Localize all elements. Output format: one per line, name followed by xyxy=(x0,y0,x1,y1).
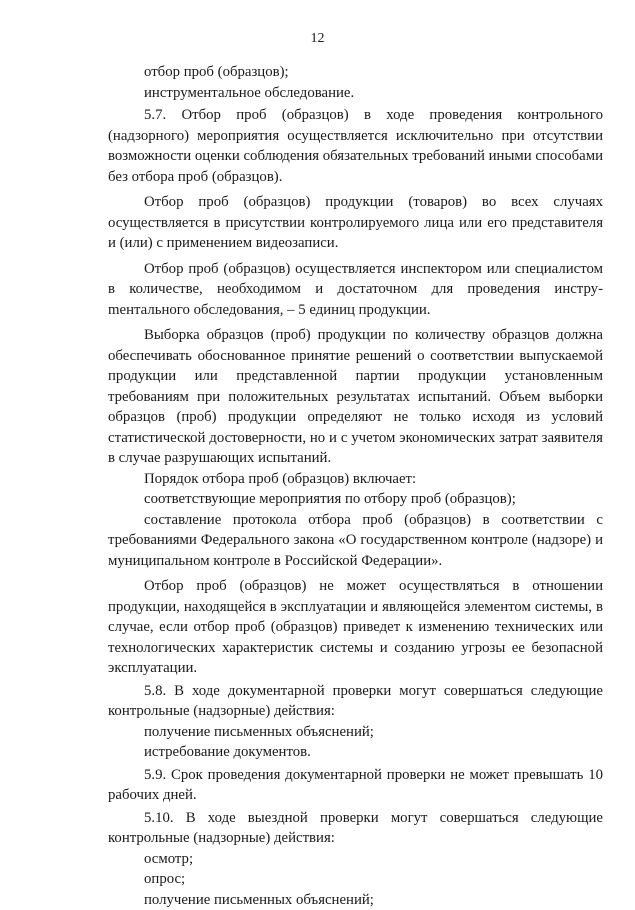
document-body xyxy=(108,62,603,910)
sampling-procedure-heading: Порядок отбора проб (образцов) включает: xyxy=(108,469,603,490)
page-number: 12 xyxy=(0,30,635,48)
list-item-interview: опрос; xyxy=(108,869,603,890)
sampling-presence-paragraph: Отбор проб (образцов) продукции (товаров) во всех случаях осуществляется в присутствии контролируемого лица или его представителя и (или) с применением видеозаписи. xyxy=(108,192,603,254)
list-item-instrumental-inspection: инструментальное обследование. xyxy=(108,83,603,104)
section-5-10-paragraph: 5.10. В ходе выездной проверки могут совершаться следующие контрольные (надзорные) действия: xyxy=(108,808,603,849)
list-item-written-explanations: получение письменных объяснений; xyxy=(108,722,603,743)
section-5-8-paragraph: 5.8. В ходе документарной проверки могут совершаться следующие контрольные (надзорные) действия: xyxy=(108,681,603,722)
section-5-9-paragraph: 5.9. Срок проведения документарной проверки не может превышать 10 рабочих дней. xyxy=(108,765,603,806)
list-item-examination: осмотр; xyxy=(108,849,603,870)
list-item-sampling: отбор проб (образцов); xyxy=(108,62,603,83)
list-item-written-explanations-onsite: получение письменных объяснений; xyxy=(108,890,603,910)
list-item-sampling-protocol: составление протокола отбора проб (образцов) в соответствии с требованиями Федерального закона «О государственном контроле (надзоре) и муниципальном контроле в Российской Федерации». xyxy=(108,510,603,572)
sampling-restriction-paragraph: Отбор проб (образцов) не может осуществляться в отношении продукции, находящейся в эксплуатации и являющейся элементом системы, в случае, если отбор проб (образцов) приведет к изменению технических или технологических характеристик системы и созданию угрозы ее безопасной эксплуатации. xyxy=(108,576,603,679)
sampling-quantity-paragraph: Отбор проб (образцов) осуществляется инспектором или специалистом в количестве, необходимом и достаточном для проведения инструmентального обследования, – 5 единиц продукции. xyxy=(108,259,603,321)
sample-selection-paragraph: Выборка образцов (проб) продукции по количеству образцов должна обеспечивать обоснованное принятие решений о соответствии выпускаемой продукции или представленной партии продукции установленным требованиям при положительных результатах испытаний. Объем выборки образцов (проб) продукции определяют не только исходя из условий статистической достоверности, но и с учетом экономических затрат заявителя в случае разрушающих испытаний. xyxy=(108,325,603,469)
list-item-sampling-measures: соответствующие мероприятия по отбору проб (образцов); xyxy=(108,489,603,510)
section-5-7-paragraph: 5.7. Отбор проб (образцов) в ходе проведения контрольного (надзорного) мероприятия осуществляется исключительно при отсутствии возможности оценки соблюдения обязательных требований иными способами без отбора проб (образцов). xyxy=(108,105,603,187)
list-item-document-request: истребование документов. xyxy=(108,742,603,763)
